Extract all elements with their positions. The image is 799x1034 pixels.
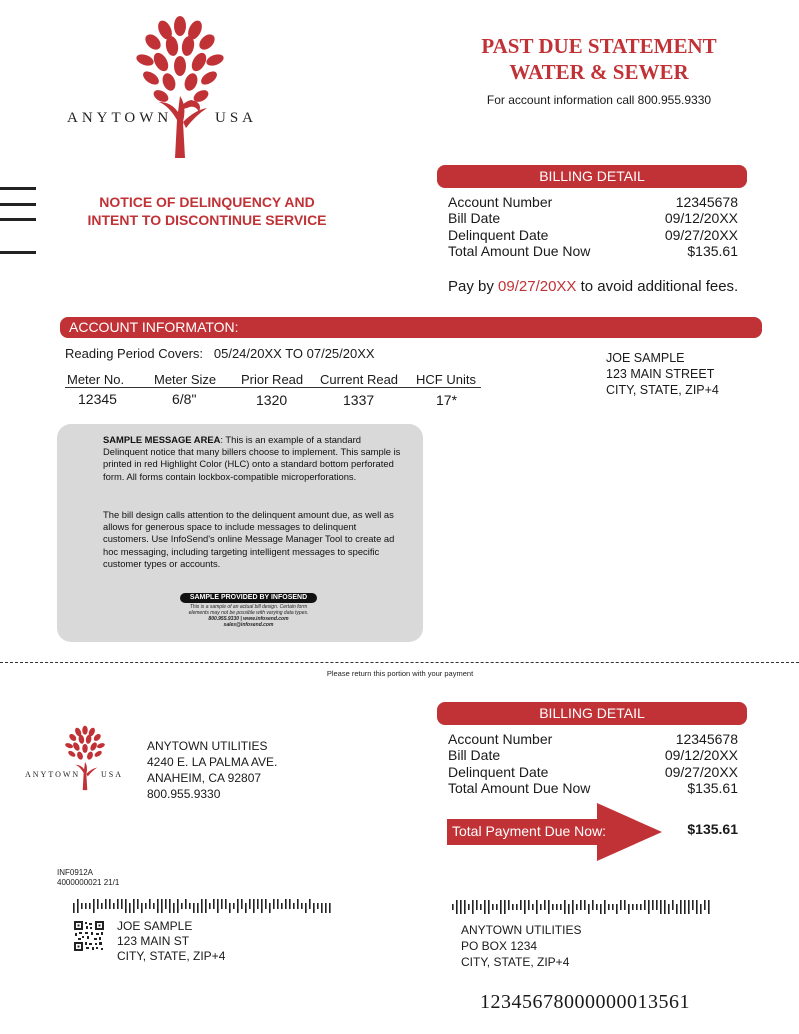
- message-body: : This is an example of a standard Delinquent notice that many billers choose to implement. This sample is printed in red Highlight Color (HLC) onto a standard bottom perforated form. All forms contain lockbox-compatible microperforations.: [103, 434, 401, 482]
- message-paragraph-1: [103, 434, 403, 483]
- bill-date-value: 09/12/20XX: [664, 747, 738, 763]
- remit-name: ANYTOWN UTILITIES: [461, 923, 582, 937]
- tree-logo-icon: [125, 10, 235, 160]
- meter-no-value: 12345: [78, 391, 117, 407]
- reading-period: [65, 346, 375, 361]
- prior-read-header: Prior Read: [241, 372, 304, 387]
- brand-name-right: USA: [215, 110, 258, 126]
- delinquent-date-value: 09/27/20XX: [664, 227, 738, 243]
- remit-street: PO BOX 1234: [461, 939, 538, 953]
- utility-address: [147, 738, 277, 802]
- current-read-header: Current Read: [320, 372, 399, 387]
- utility-city: ANAHEIM, CA 92807: [147, 771, 262, 785]
- fold-mark: [0, 187, 36, 190]
- prior-read-value: 1320: [256, 392, 288, 408]
- notice-line: NOTICE OF DELINQUENCY AND: [99, 194, 315, 210]
- pay-by-prefix: Pay by: [448, 278, 499, 295]
- brand-name-right: USA: [101, 770, 124, 779]
- sample-disclaimer: This is a sample of an actual bill design. Certain form: [189, 604, 308, 610]
- pay-by-suffix: to avoid additional fees.: [576, 278, 739, 295]
- meter-size-header: Meter Size: [154, 372, 217, 387]
- sample-disclaimer: elements may not be possible with varying data types.: [188, 610, 309, 616]
- total-payment-amount: $135.61: [687, 821, 738, 837]
- account-number-label: Account Number: [448, 194, 553, 210]
- sample-badge: SAMPLE PROVIDED BY INFOSEND: [180, 593, 317, 603]
- bill-date-value: 09/12/20XX: [664, 210, 738, 226]
- sample-contact: 800.955.9330 | www.infosend.com: [208, 616, 289, 622]
- total-due-label: Total Amount Due Now: [448, 243, 591, 259]
- total-due-value: $135.61: [687, 243, 738, 259]
- message-heading: SAMPLE MESSAGE AREA: [103, 434, 221, 445]
- perforation-line: [0, 662, 799, 663]
- mail-city: CITY, STATE, ZIP+4: [117, 949, 226, 963]
- account-number-label: Account Number: [448, 731, 553, 747]
- statement-subtitle: WATER & SEWER: [509, 60, 689, 84]
- account-info-phone: For account information call 800.955.9330: [486, 93, 712, 107]
- hcf-units-value: 17*: [436, 392, 458, 408]
- mail-name: JOE SAMPLE: [117, 919, 193, 933]
- account-number-value: 12345678: [675, 731, 738, 747]
- meter-table-rule: [65, 387, 481, 388]
- return-portion-note: Please return this portion with your payment: [326, 669, 474, 678]
- remit-city: CITY, STATE, ZIP+4: [461, 955, 570, 969]
- notice-line: INTENT TO DISCONTINUE SERVICE: [87, 212, 327, 228]
- customer-address: [606, 350, 719, 398]
- meter-no-header: Meter No.: [67, 372, 125, 387]
- meter-size-value: 6/8": [172, 391, 197, 407]
- tree-logo-icon: [60, 718, 110, 796]
- ocr-scanline: 12345678000000013561: [480, 991, 690, 1013]
- billing-detail-header: BILLING DETAIL: [437, 702, 747, 725]
- billing-detail-header: BILLING DETAIL: [437, 165, 747, 188]
- current-read-value: 1337: [343, 392, 375, 408]
- total-due-label: Total Amount Due Now: [448, 780, 591, 796]
- bill-date-label: Bill Date: [448, 747, 501, 763]
- bill-date-label: Bill Date: [448, 210, 501, 226]
- fold-mark: [0, 203, 36, 206]
- customer-name: JOE SAMPLE: [606, 351, 685, 365]
- delinquent-date-label: Delinquent Date: [448, 764, 549, 780]
- total-payment-label: Total Payment Due Now:: [452, 823, 607, 839]
- total-due-value: $135.61: [687, 780, 738, 796]
- account-info-header: ACCOUNT INFORMATON:: [60, 317, 762, 338]
- statement-title: PAST DUE STATEMENT: [481, 34, 717, 58]
- pay-by-notice: [448, 278, 738, 295]
- delinquent-date-label: Delinquent Date: [448, 227, 549, 243]
- inf-code: INF0912A: [57, 868, 94, 877]
- mailing-address: [117, 919, 225, 964]
- account-number-value: 12345678: [675, 194, 738, 210]
- fold-mark: [0, 218, 36, 221]
- brand-name-left: ANYTOWN: [25, 770, 81, 779]
- sequence-code: 4000000021 21/1: [57, 878, 120, 887]
- brand-name-left: ANYTOWN: [67, 110, 173, 126]
- reading-period-value: 05/24/20XX TO 07/25/20XX: [213, 346, 375, 361]
- utility-street: 4240 E. LA PALMA AVE.: [147, 755, 278, 769]
- fold-mark: [0, 251, 36, 254]
- customer-city: CITY, STATE, ZIP+4: [606, 383, 719, 397]
- delinquent-date-value: 09/27/20XX: [664, 764, 738, 780]
- sample-email: sales@infosend.com: [223, 622, 274, 628]
- utility-name: ANYTOWN UTILITIES: [147, 739, 268, 753]
- hcf-units-header: HCF Units: [416, 372, 476, 387]
- postal-barcode-icon: [452, 900, 714, 914]
- qr-code-icon: [74, 921, 104, 951]
- utility-phone: 800.955.9330: [147, 787, 221, 801]
- document-codes: [57, 868, 119, 888]
- pay-by-date: 09/27/20XX: [498, 278, 577, 295]
- reading-period-label: Reading Period Covers:: [65, 346, 204, 361]
- postal-barcode-icon: [73, 899, 335, 913]
- customer-street: 123 MAIN STREET: [606, 367, 715, 381]
- mail-street: 123 MAIN ST: [117, 934, 190, 948]
- delinquency-notice: [62, 193, 352, 229]
- remit-address: [461, 922, 581, 970]
- message-paragraph-2: The bill design calls attention to the delinquent amount due, as well as allows for generous space to include messages to delinquent customers. Use InfoSend's online Message Manager Tool to create ad hoc messaging, including targeting intelligent messages to specific customer types or accounts.: [103, 509, 395, 569]
